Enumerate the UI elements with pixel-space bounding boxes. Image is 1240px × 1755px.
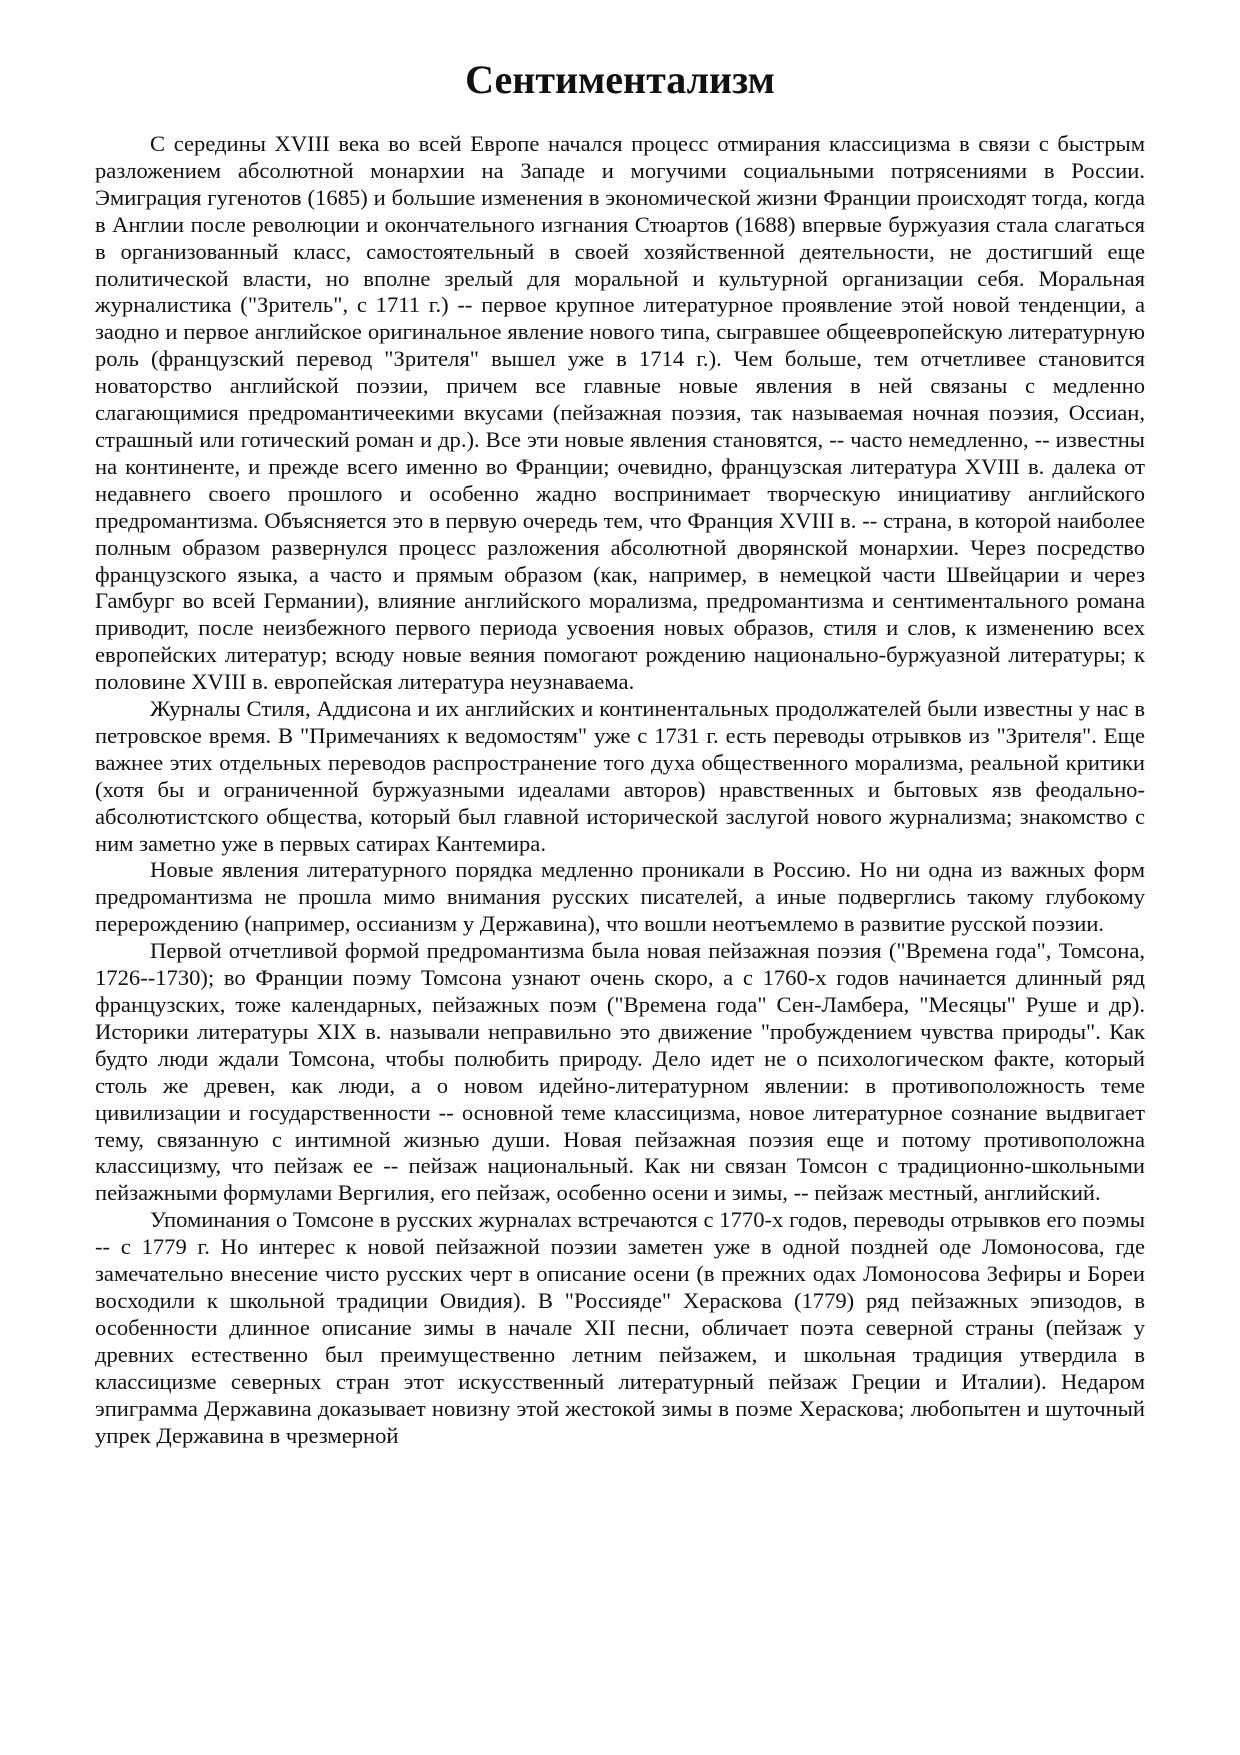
paragraph: Первой отчетливой формой предромантизма была новая пейзажная поэзия ("Времена года", Томсона, 1726--1730); во Франции поэму Томсона узнают очень скоро, а с 1760-х годов начинается длинный ряд французских, тоже календарных, пейзажных поэм ("Времена года" Сен-Ламбера, "Месяцы" Руше и др). Историки литературы XIX в. называли неправильно это движение "пробуждением чувства природы". Как будто люди ждали Томсона, чтобы полюбить природу. Дело идет не о психологическом факте, который столь же древен, как люди, а о новом идейно-литературном явлении: в противоположность теме цивилизации и государственности -- основной теме классицизма, новое литературное сознание выдвигает тему, связанную с интимной жизнью души. Новая пейзажная поэзия еще и потому противоположна классицизму, что пейзаж ее -- пейзаж национальный. Как ни связан Томсон с традиционно-школьными пейзажными формулами Вергилия, его пейзаж, особенно осени и зимы, -- пейзаж местный, английский. xyxy=(95,938,1145,1206)
article-body xyxy=(95,131,1145,1449)
paragraph: Упоминания о Томсоне в русских журналах встречаются с 1770-х годов, переводы отрывков его поэмы -- с 1779 г. Но интерес к новой пейзажной поэзии заметен уже в одной поздней оде Ломоносова, где замечательно внесение чисто русских черт в описание осени (в прежних одах Ломоносова Зефиры и Бореи восходили к школьной традиции Овидия). В "Россияде" Хераскова (1779) ряд пейзажных эпизодов, в особенности длинное описание зимы в начале XII песни, обличает поэта северной страны (пейзаж у древних естественно был преимущественно летним пейзажем, и школьная традиция утвердила в классицизме северных стран этот искусственный литературный пейзаж Греции и Италии). Недаром эпиграмма Державина доказывает новизну этой жестокой зимы в поэме Хераскова; любопытен и шуточный упрек Державина в чрезмерной xyxy=(95,1207,1145,1448)
paragraph: Журналы Стиля, Аддисона и их английских и континентальных продолжателей были известны у нас в петровское время. В "Примечаниях к ведомостям" уже с 1731 г. есть переводы отрывков из "Зрителя". Еще важнее этих отдельных переводов распространение того духа общественного морализма, реальной критики (хотя бы и ограниченной буржуазными идеалами авторов) нравственных и бытовых язв феодально-абсолютистского общества, который был главной исторической заслугой нового журнализма; знакомство с ним заметно уже в первых сатирах Кантемира. xyxy=(95,696,1145,856)
page-title: Сентиментализм xyxy=(465,57,775,102)
paragraph: Новые явления литературного порядка медленно проникали в Россию. Но ни одна из важных форм предромантизма не прошла мимо внимания русских писателей, а иные подверглись такому глубокому перерождению (например, оссианизм у Державина), что вошли неотъемлемо в развитие русской поэзии. xyxy=(95,857,1145,937)
paragraph: С середины XVIII века во всей Европе начался процесс отмирания классицизма в связи с быстрым разложением абсолютной монархии на Западе и могучими социальными потрясениями в России. Эмиграция гугенотов (1685) и большие изменения в экономической жизни Франции происходят тогда, когда в Англии после революции и окончательного изгнания Стюартов (1688) впервые буржуазия стала слагаться в организованный класс, самостоятельный в своей хозяйственной деятельности, не достигший еще политической власти, но вполне зрелый для моральной и культурной организации себя. Моральная журналистика ("Зритель", с 1711 г.) -- первое крупное литературное проявление этой новой тенденции, а заодно и первое английское оригинальное явление нового типа, сыгравшее общеевропейскую литературную роль (французский перевод "Зрителя" вышел уже в 1714 г.). Чем больше, тем отчетливее становится новаторство английской поэзии, причем все главные новые явления в ней связаны с медленно слагающимися предромантичеекими вкусами (пейзажная поэзия, так называемая ночная поэзия, Оссиан, страшный или готический роман и др.). Все эти новые явления становятся, -- часто немедленно, -- известны на континенте, и прежде всего именно во Франции; очевидно, французская литература XVIII в. далека от недавнего своего прошлого и особенно жадно воспринимает творческую инициативу английского предромантизма. Объясняется это в первую очередь тем, что Франция XVIII в. -- страна, в которой наиболее полным образом развернулся процесс разложения абсолютной дворянской монархии. Через посредство французского языка, а часто и прямым образом (как, например, в немецкой части Швейцарии и через Гамбург во всей Германии), влияние английского морализма, предромантизма и сентиментального романа приводит, после неизбежного первого периода усвоения новых образов, стиля и слов, к изменению всех европейских литератур; всюду новые веяния помогают рождению национально-буржуазной литературы; к половине XVIII в. европейская литература неузнаваема. xyxy=(95,131,1145,695)
